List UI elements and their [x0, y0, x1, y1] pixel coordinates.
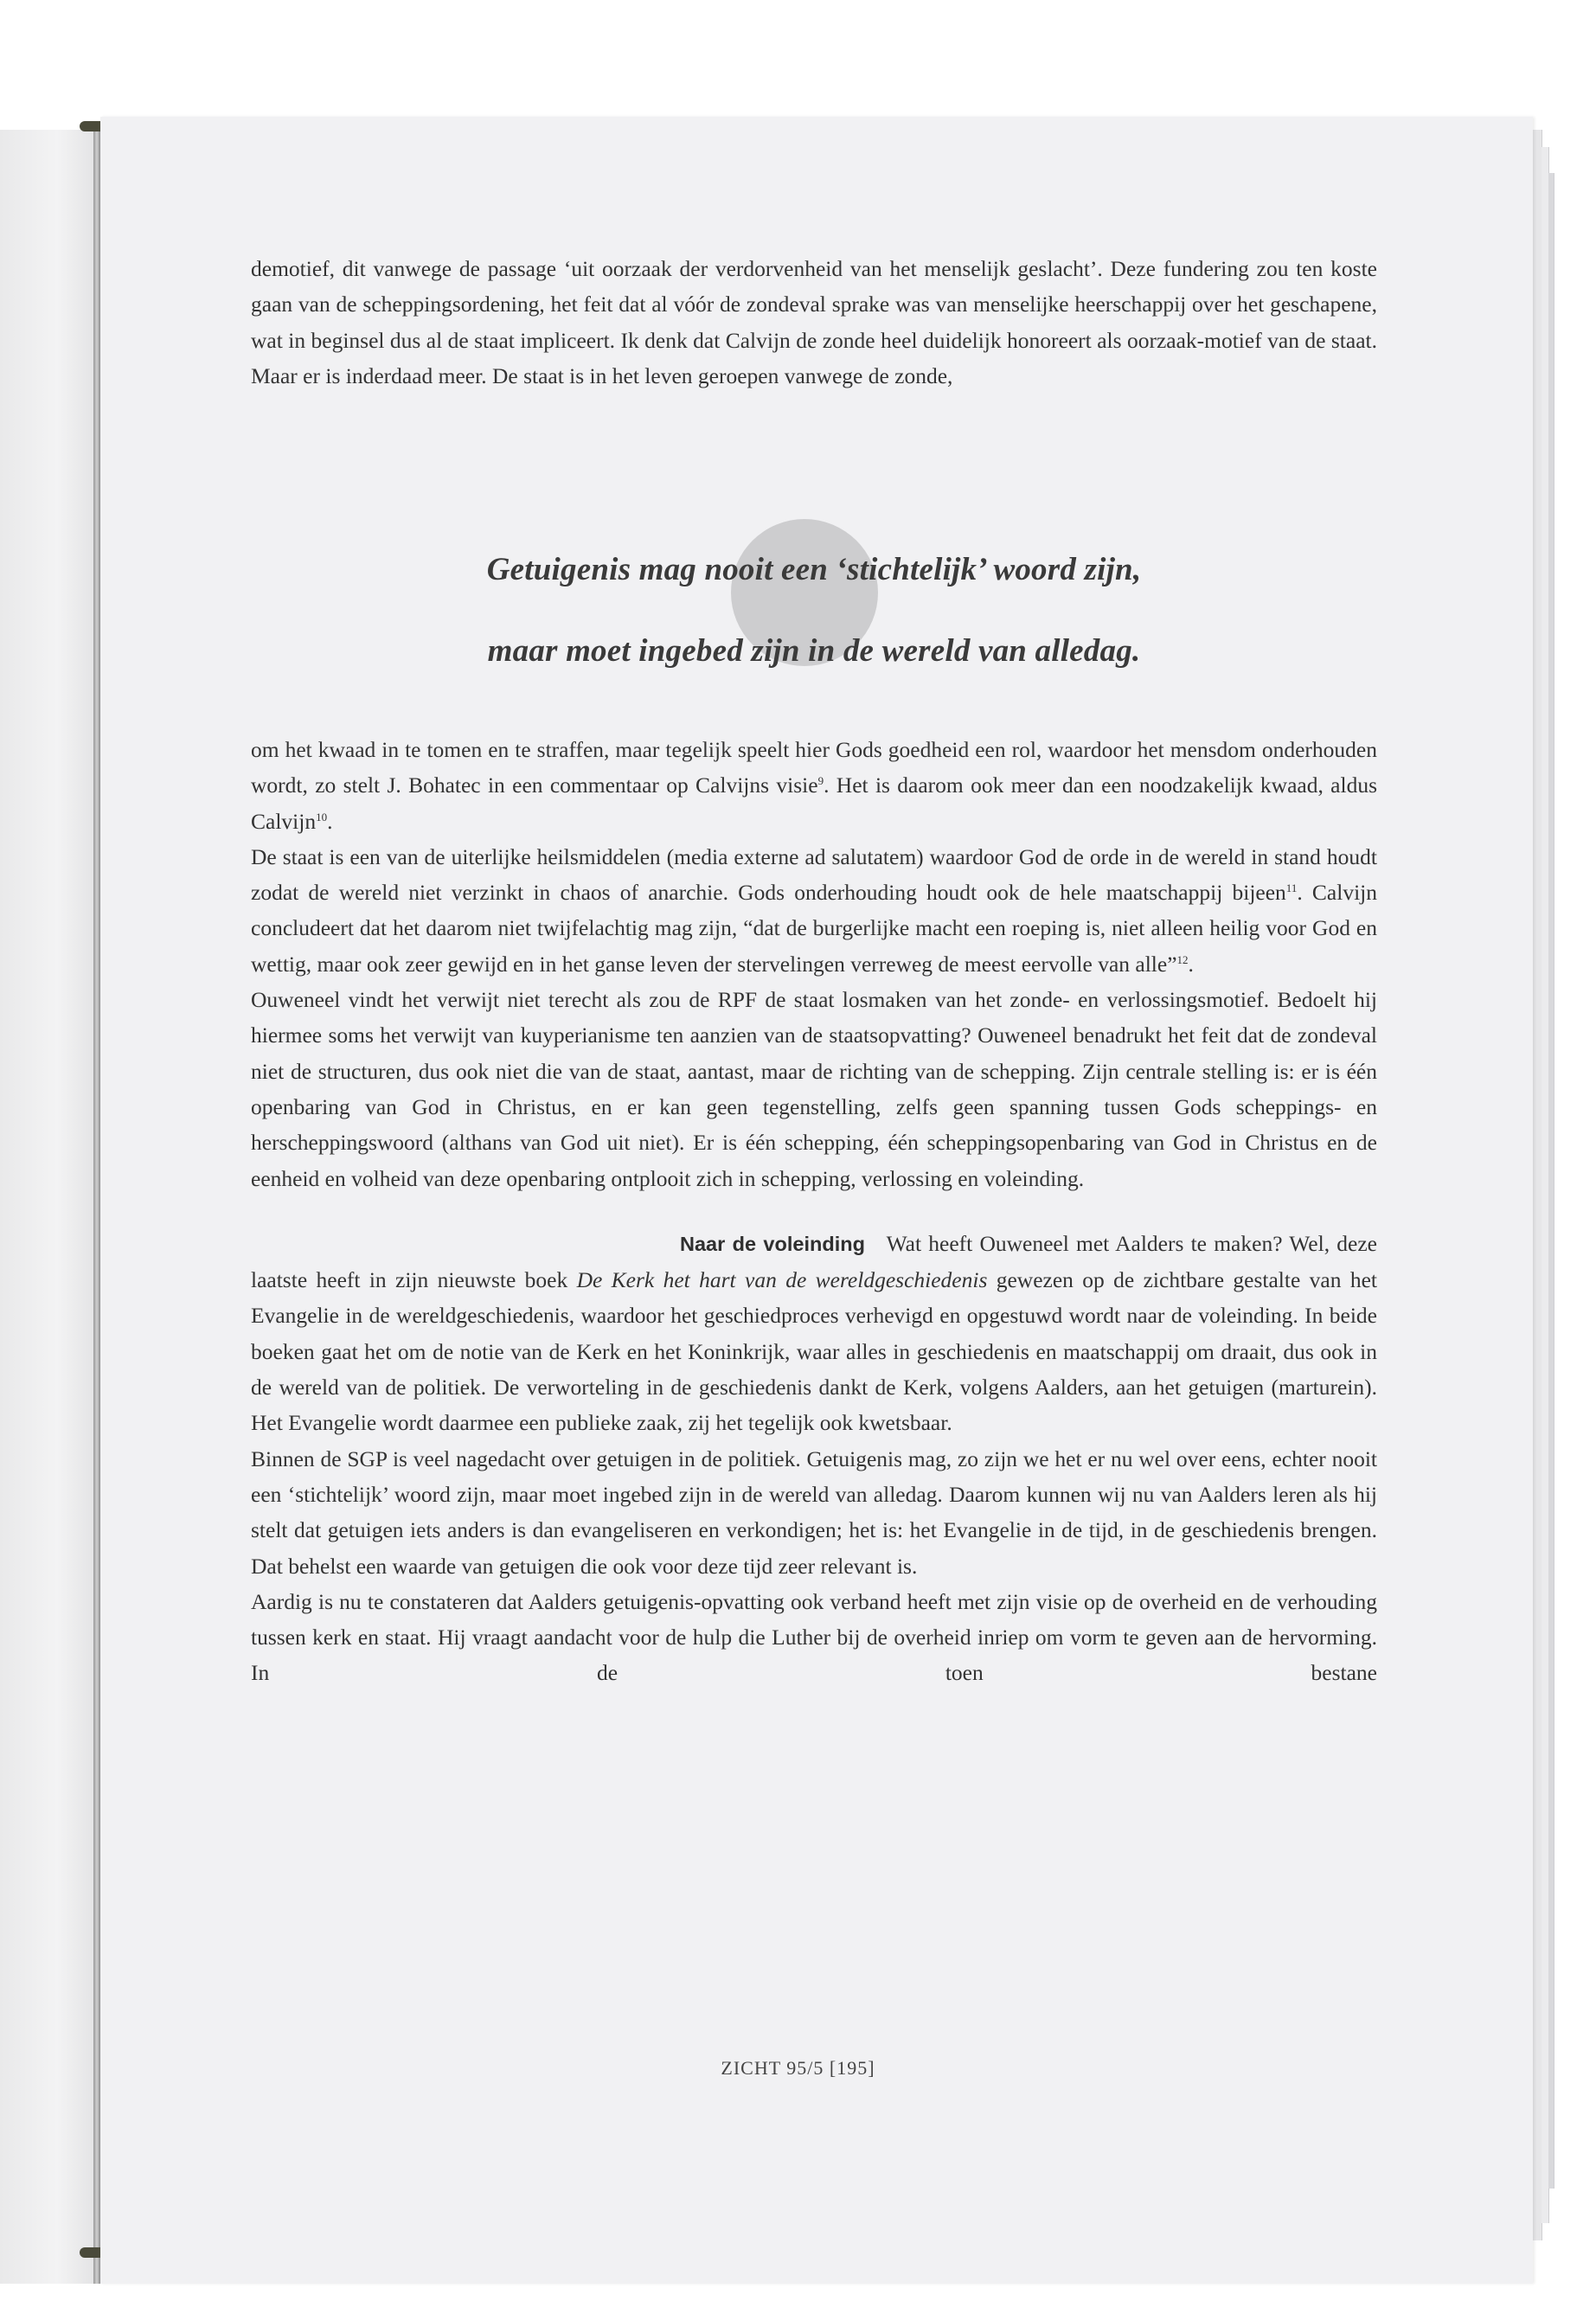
- footnote-ref: 11: [1285, 881, 1298, 895]
- paragraph-text: . Calvijn concludeert dat het daarom niet twijfelachtig mag zijn, “dat de burgerlijke macht een roeping is, niet alleen heilig voor God en wettig, maar ook zeer gewijd en in het ganse leven der stervelingen verreweg de meest eervolle van alle”: [251, 880, 1377, 977]
- paragraph: [251, 1226, 1377, 1441]
- page-edge: [1548, 173, 1554, 2189]
- paragraph-text: gewezen op de zichtbare gestalte van het Evangelie in de wereldgeschiedenis, waardoor het geschiedproces verhevigd en opgestuwd wordt naar de voleinding. In beide boeken gaat het om de notie van de Kerk en het Koninkrijk, waar alles in geschiedenis en maatschappij om draait, dus ook in de wereld van de politiek. De verworteling in de geschiedenis dankt de Kerk, volgens Aalders, aan het getuigen (marturein). Het Evangelie wordt daarmee een publieke zaak, zij het tegelijk ook kwetsbaar.: [251, 1267, 1377, 1436]
- pullquote: [251, 529, 1377, 692]
- pullquote-line: Getuigenis mag nooit een ‘stichtelijk’ woord zijn,: [486, 552, 1142, 587]
- footnote-ref: 12: [1176, 952, 1189, 966]
- paragraph-text: . Het is daarom ook meer dan een noodzakelijk kwaad, aldus Calvijn: [251, 772, 1378, 834]
- footnote-ref: 9: [817, 774, 824, 788]
- book-title: De Kerk het hart van de wereldgeschiedenis: [576, 1267, 988, 1293]
- section-heading: Naar de voleinding: [680, 1232, 865, 1255]
- text-block-main: [251, 732, 1377, 1691]
- page-footer: ZICHT 95/5 [195]: [721, 2057, 875, 2079]
- paragraph: Binnen de SGP is veel nagedacht over getuigen in de politiek. Getuigenis mag, zo zijn we het er nu wel over eens, echter nooit een ‘stichtelijk’ woord zijn, maar moet ingebed zijn in de wereld van alledag. Daarom kunnen wij nu van Aalders leren als hij stelt dat getuigen iets anders is dan evangeliseren en verkondigen; het is: het Evangelie in de tijd, in de geschiedenis brengen. Dat behelst een waarde van getuigen die ook voor deze tijd zeer relevant is.: [251, 1445, 1377, 1579]
- text-block-top: [251, 251, 1377, 394]
- paragraph: [251, 732, 1377, 839]
- paragraph: Ouweneel vindt het verwijt niet terecht als zou de RPF de staat losmaken van het zonde- en verlossingsmotief. Bedoelt hij hiermee soms het verwijt van kuyperianisme ten aanzien van de staatsopvatting? Ouweneel benadrukt het feit dat de zondeval niet de structuren, dus ook niet die van de staat, aantast, maar de richting van de schepping. Zijn centrale stelling is: er is één openbaring van God in Christus, en er kan geen tegenstelling, zelfs geen spanning tussen Gods scheppings- en herscheppingswoord (althans van God uit niet). Er is één schepping, één scheppingsopenbaring van God in Christus en de eenheid en volheid van deze openbaring ontplooit zich in schepping, verlossing en voleinding.: [251, 987, 1377, 1191]
- paragraph-text: om het kwaad in te tomen en te straffen, maar tegelijk speelt hier Gods goedheid een rol, waardoor het mensdom onderhouden wordt, zo stelt J. Bohatec in een commentaar op Calvijns visie: [251, 737, 1377, 798]
- spine-binding: [93, 128, 100, 2284]
- pullquote-line: maar moet ingebed zijn in de wereld van alledag.: [487, 633, 1141, 669]
- book-spine: [0, 130, 95, 2284]
- paragraph-text: Wat heeft Ouweneel met Aalders te maken? Wel, deze laatste heeft in zijn nieuwste boek: [251, 1230, 1378, 1293]
- paragraph-text: De staat is een van de uiterlijke heilsmiddelen (media externe ad salutatem) waardoor God de orde in de wereld in stand houdt zodat de wereld niet verzinkt in chaos of anarchie. Gods onderhouding houdt ook de hele maatschappij bijeen: [251, 843, 1377, 906]
- paragraph-text: .: [327, 808, 333, 834]
- paragraph-text: .: [1188, 951, 1194, 977]
- paragraph: Aardig is nu te constateren dat Aalders getuigenis-opvatting ook verband heeft met zijn visie op de overheid en de verhouding tussen kerk en staat. Hij vraagt aandacht voor de hulp die Luther bij de overheid inriep om vorm te geven aan de hervorming. In de toen bestane: [251, 1588, 1377, 1686]
- paragraph: [251, 839, 1377, 982]
- paragraph: demotief, dit vanwege de passage ‘uit oorzaak der verdorvenheid van het menselijk geslacht’. Deze fundering zou ten koste gaan van de scheppingsordening, het feit dat al vóór de zondeval sprake was van menselijke heerschappij over het geschapene, wat in beginsel dus al de staat impliceert. Ik denk dat Calvijn de zonde heel duidelijk honoreert als oorzaak-motief van de staat. Maar er is inderdaad meer. De staat is in het leven geroepen vanwege de zonde,: [251, 256, 1377, 388]
- footnote-ref: 10: [316, 810, 328, 824]
